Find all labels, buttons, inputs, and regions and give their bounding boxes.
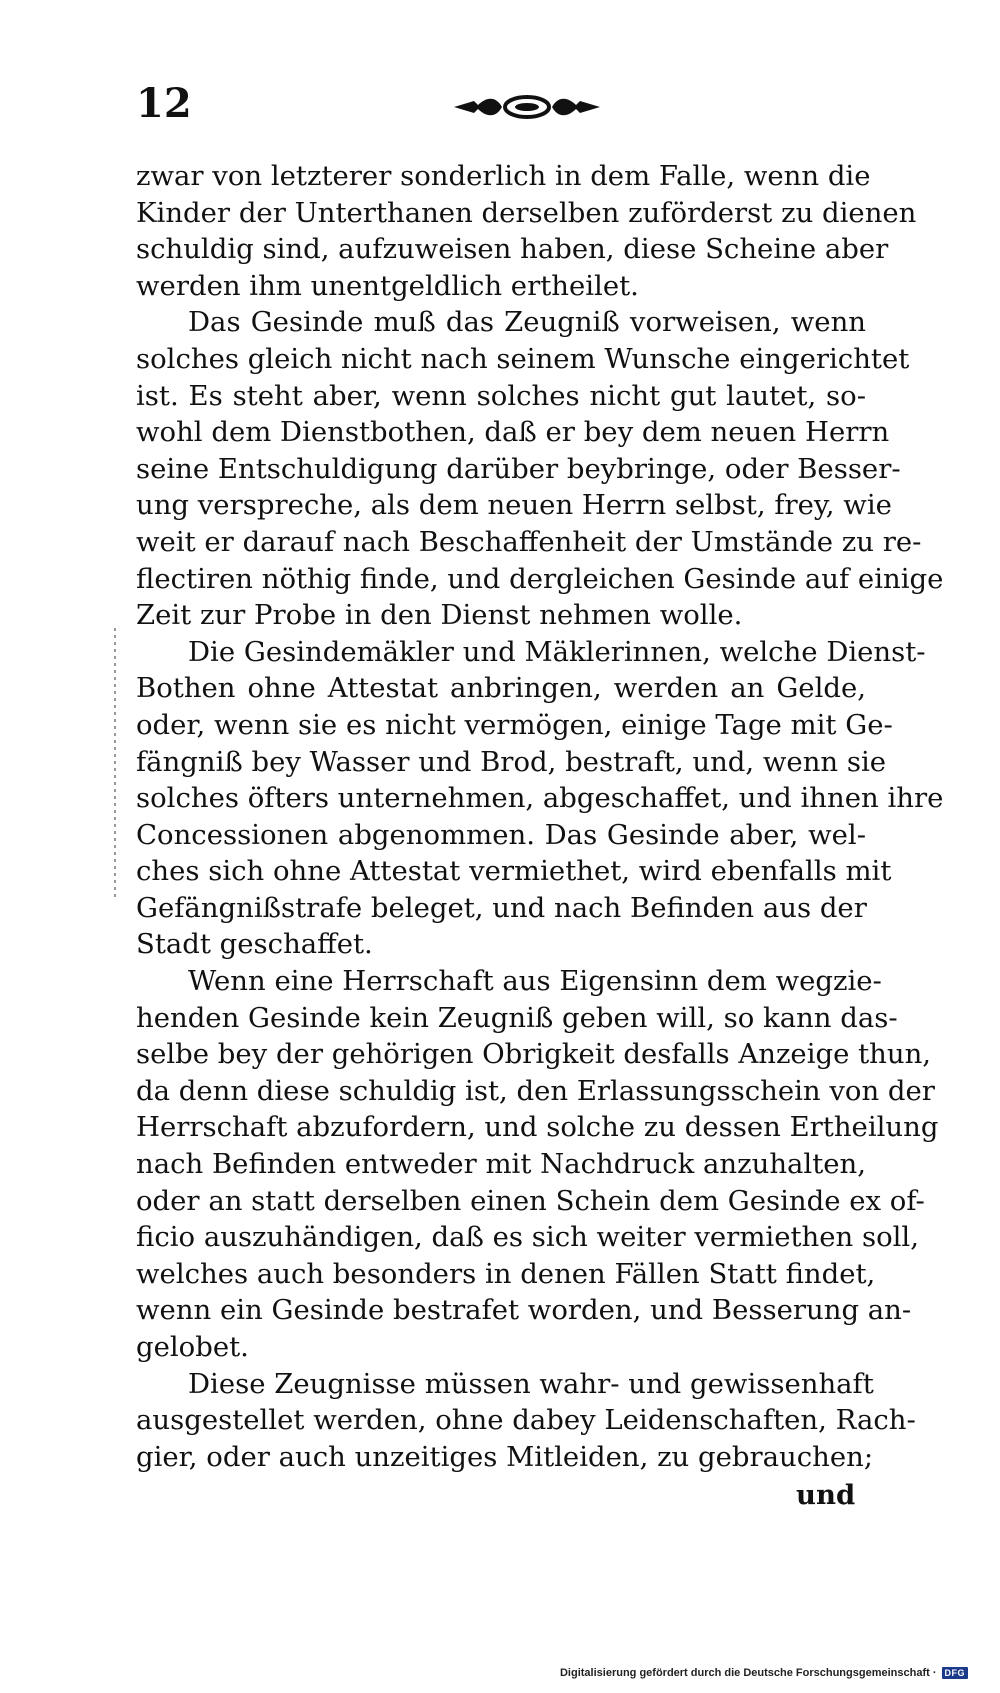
text-line: Stadt geschaffet. <box>136 928 373 961</box>
text-line: wenn ein Gesinde bestrafet worden, und Besserung an- <box>136 1294 912 1327</box>
catchword: und <box>796 1479 856 1511</box>
text-line: Gefängnißstrafe beleget, und nach Befinden aus der <box>136 891 867 924</box>
paragraph <box>136 158 917 304</box>
dfg-logo: DFG <box>942 1667 969 1679</box>
text-line: selbe bey der gehörigen Obrigkeit desfalls Anzeige thun, <box>136 1038 932 1071</box>
text-line: gelobet. <box>136 1331 249 1363</box>
text-line: Wenn eine Herrschaft aus Eigensinn dem wegzie- <box>188 965 882 998</box>
text-line: gier, oder auch unzeitiges Mitleiden, zu gebrauchen; <box>136 1440 874 1473</box>
text-line: Concessionen abgenommen. Das Gesinde aber, wel- <box>136 818 866 851</box>
text-line: solches gleich nicht nach seinem Wunsche eingerichtet <box>136 342 910 375</box>
text-line: welches auch besonders in denen Fällen Statt findet, <box>136 1257 876 1290</box>
footer-text: Digitalisierung gefördert durch die Deutsche Forschungsgemeinschaft · <box>559 1667 937 1679</box>
text-line: weit er darauf nach Beschaffenheit der Umstände zu re- <box>136 525 922 558</box>
text-line: fängniß bey Wasser und Brod, bestraft, und, wenn sie <box>136 745 887 778</box>
text-line: Das Gesinde muß das Zeugniß vorweisen, wenn <box>188 306 866 339</box>
text-line: schuldig sind, aufzuweisen haben, diese Scheine aber <box>136 233 889 266</box>
text-line: da denn diese schuldig ist, den Erlassungsschein von der <box>136 1074 935 1107</box>
text-line: ist. Es steht aber, wenn solches nicht gut lautet, so- <box>136 379 866 412</box>
text-line: ung verspreche, als dem neuen Herrn selbst, frey, wie <box>136 489 892 522</box>
text-line: werden ihm unentgeldlich ertheilet. <box>136 269 639 302</box>
text-line: wohl dem Dienstbothen, daß er bey dem neuen Herrn <box>136 416 890 449</box>
text-line: Herrschaft abzufordern, und solche zu dessen Ertheilung <box>136 1111 939 1144</box>
paragraph <box>136 634 944 963</box>
footer <box>560 1667 968 1679</box>
paragraph <box>136 963 939 1366</box>
text-line: ficio auszuhändigen, daß es sich weiter vermiethen soll, <box>136 1221 919 1254</box>
text-line: Diese Zeugnisse müssen wahr- und gewissenhaft <box>188 1367 874 1400</box>
page-number: 12 <box>136 80 192 127</box>
text-line: Die Gesindemäkler und Mäklerinnen, welche Dienst- <box>188 635 926 668</box>
text-line: seine Entschuldigung darüber beybringe, oder Besser- <box>136 452 901 485</box>
text-line: Kinder der Unterthanen derselben zuförderst zu dienen <box>136 196 917 229</box>
paragraph <box>136 1366 916 1476</box>
text-line: ches sich ohne Attestat vermiethet, wird ebenfalls mit <box>136 855 892 888</box>
paragraph <box>136 304 944 633</box>
text-line: henden Gesinde kein Zeugniß geben will, so kann das- <box>136 1001 898 1034</box>
text-line: nach Befinden entweder mit Nachdruck anzuhalten, <box>136 1148 866 1181</box>
ornament-icon <box>452 92 602 122</box>
text-line: Zeit zur Probe in den Dienst nehmen wolle. <box>136 599 743 632</box>
text-line: Bothen ohne Attestat anbringen, werden an Gelde, <box>136 672 866 705</box>
text-line: solches öfters unternehmen, abgeschaffet, und ihnen ihre <box>136 782 944 815</box>
text-line: ausgestellet werden, ohne dabey Leidenschaften, Rach- <box>136 1404 916 1437</box>
margin-mark-icon <box>108 628 122 898</box>
text-block <box>136 158 944 1475</box>
text-line: zwar von letzterer sonderlich in dem Falle, wenn die <box>136 160 871 192</box>
text-line: flectiren nöthig finde, und dergleichen Gesinde auf einige <box>136 562 944 595</box>
text-line: oder an statt derselben einen Schein dem Gesinde ex of- <box>136 1184 925 1217</box>
text-line: oder, wenn sie es nicht vermögen, einige Tage mit Ge- <box>136 708 893 741</box>
